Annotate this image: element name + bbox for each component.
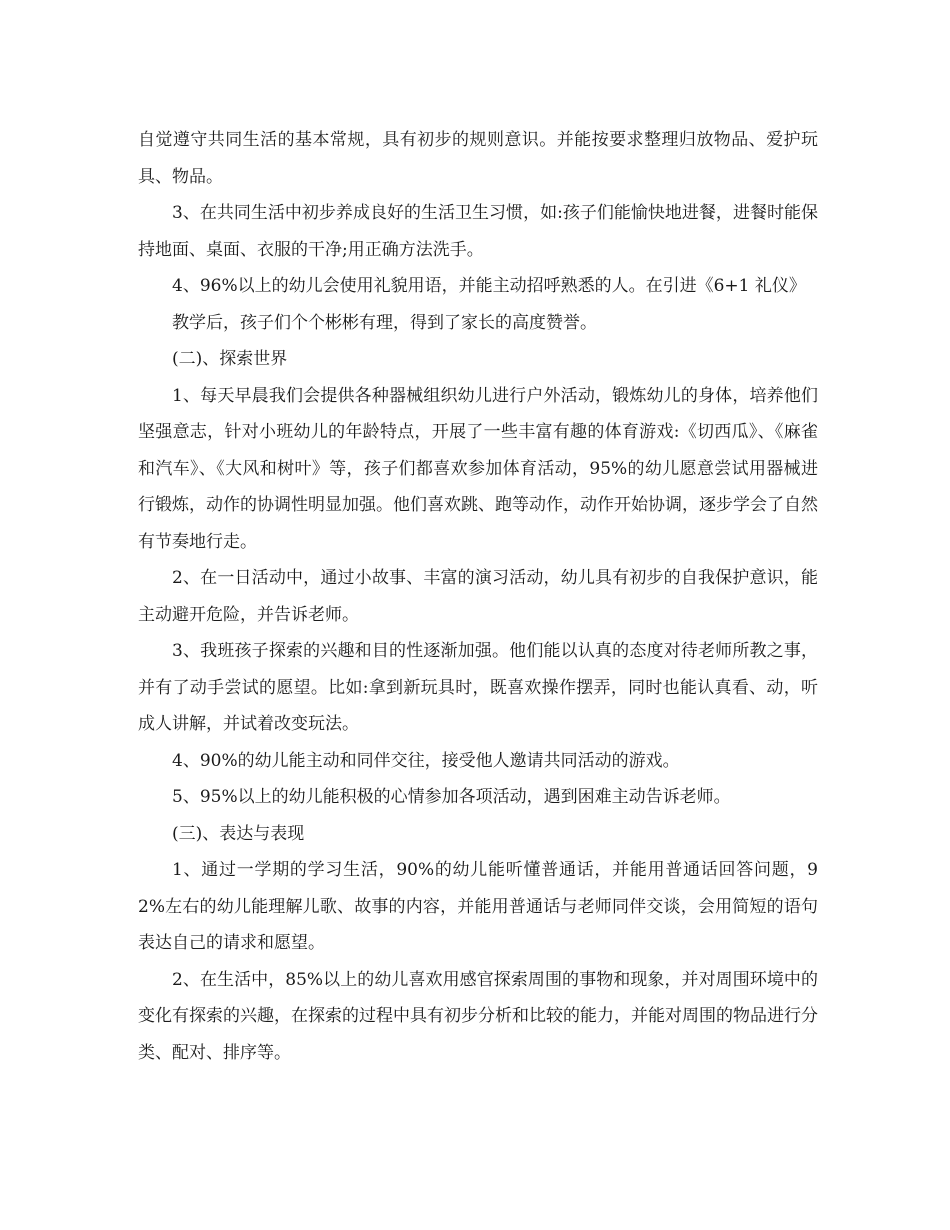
paragraph-active-participation: 5、95%以上的幼儿能积极的心情参加各项活动，遇到困难主动告诉老师。 bbox=[172, 787, 731, 807]
paragraph-peer-interaction: 4、90%的幼儿能主动和同伴交往，接受他人邀请共同活动的游戏。 bbox=[172, 750, 680, 771]
paragraph-mandarin-skills: 1、通过一学期的学习生活，90%的幼儿能听懂普通话，并能用普通话回答问题，92%左右的幼儿能理解儿歌、故事的内容，并能用普通话与老师同伴交谈，会用简短的语句表达自己的请求和愿望。 bbox=[138, 860, 818, 953]
paragraph-outdoor-activities: 1、每天早晨我们会提供各种器械组织幼儿进行户外活动，锻炼幼儿的身体，培养他们坚强意志，针对小班幼儿的年龄特点，开展了一些丰富有趣的体育游戏:《切西瓜》、《麻雀和汽车》、《大风和树叶》等，孩子们都喜欢参加体育活动，95%的幼儿愿意尝试用器械进行锻炼，动作的协调性明显加强。他们喜欢跳、跑等动作，动作开始协调，逐步学会了自然有节奏地行走。 bbox=[138, 385, 818, 552]
section-heading-expression: (三)、表达与表现 bbox=[172, 823, 305, 844]
paragraph-hygiene-habits: 3、在共同生活中初步养成良好的生活卫生习惯，如:孩子们能愉快地进餐，进餐时能保持地面、桌面、衣服的干净;用正确方法洗手。 bbox=[138, 203, 818, 260]
document-body bbox=[138, 122, 818, 1071]
paragraph-sensory-exploration: 2、在生活中，85%以上的幼儿喜欢用感官探索周围的事物和现象，并对周围环境中的变化有探索的兴趣，在探索的过程中具有初步分析和比较的能力，并能对周围的物品进行分类、配对、排序等。 bbox=[138, 969, 818, 1063]
paragraph-rules-awareness: 自觉遵守共同生活的基本常规，具有初步的规则意识。并能按要求整理归放物品、爱护玩具、物品。 bbox=[138, 130, 818, 187]
section-heading-explore-world: (二)、探索世界 bbox=[172, 349, 288, 369]
paragraph-exploration-interest: 3、我班孩子探索的兴趣和目的性逐渐加强。他们能以认真的态度对待老师所教之事，并有了动手尝试的愿望。比如:拿到新玩具时，既喜欢操作摆弄，同时也能认真看、动，听成人讲解，并试着改变玩法。 bbox=[138, 641, 818, 734]
paragraph-etiquette-teaching: 教学后，孩子们个个彬彬有理，得到了家长的高度赞誉。 bbox=[172, 312, 597, 333]
paragraph-self-protection: 2、在一日活动中，通过小故事、丰富的演习活动，幼儿具有初步的自我保护意识，能主动避开危险，并告诉老师。 bbox=[138, 568, 818, 625]
paragraph-polite-language: 4、96%以上的幼儿会使用礼貌用语，并能主动招呼熟悉的人。在引进《6+1 礼仪》 bbox=[172, 276, 806, 296]
